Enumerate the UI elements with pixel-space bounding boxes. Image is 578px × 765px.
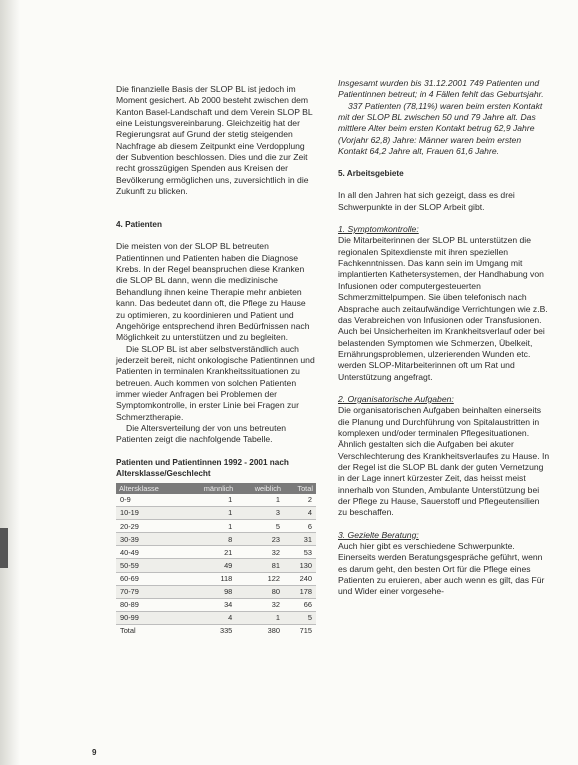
table-row <box>116 494 316 507</box>
cell-total: 6 <box>284 520 316 533</box>
paragraph-consulting: Auch hier gibt es verschiedene Schwerpunkte. Einerseits werden Beratungsgespräche geführt, wenn es darum geht, den besten Ort für die Pflege eines Patienten zu eruieren, aber auch wenn es gilt, das Für und Wider einer vorgesehe- <box>338 541 545 597</box>
cell-total: 2 <box>284 494 316 507</box>
table-header-row <box>116 483 316 494</box>
cell-age-class: 40-49 <box>116 546 184 559</box>
subheading-organisational: 2. Organisatorische Aufgaben: <box>338 393 454 404</box>
cell-age-class: 80-89 <box>116 598 184 611</box>
cell-age-class: 90-99 <box>116 611 184 624</box>
paragraph-patients-1: Die meisten von der SLOP BL betreuten Patientinnen und Patienten haben die Diagnose Krebs. In der Regel beanspruchen diese Kranken die SLOP BL dann, wenn die medizinische Behandlung ihnen keine Therapie mehr anbieten kann. Das bedeutet dann oft, die Pflege zu Hause zu optimieren, zu koordinieren und Patient und Angehörige entsprechend ihren Bedürfnissen nach Möglichkeit zu unterstützen und zu begleiten. <box>116 241 310 343</box>
heading-patients: 4. Patienten <box>116 220 162 230</box>
table-row <box>116 507 316 520</box>
paragraph-symptom-control-2: Auch bei Unsicherheiten im Krankheitsverlauf oder bei belastenden Symptomen wie Schmerzen, Übelkeit, Ernährungsproblemen, ulzerierenden Wunden etc. werden SLOP-Mitarbeiterinnen oft um Rat und Unterstützung angefragt. <box>338 326 545 382</box>
cell-total: 240 <box>284 572 316 585</box>
cell-male: 49 <box>184 559 237 572</box>
scan-edge-mark <box>0 528 8 568</box>
header-male: männlich <box>184 483 237 494</box>
cell-male: 98 <box>184 585 237 598</box>
table-row <box>116 585 316 598</box>
cell-female: 3 <box>236 507 284 520</box>
cell-age-class: Total <box>120 626 136 636</box>
cell-age-class: 0-9 <box>116 494 184 507</box>
scan-gutter-shadow <box>0 0 20 765</box>
age-distribution-table <box>116 483 316 637</box>
cell-age-class: 20-29 <box>116 520 184 533</box>
cell-total: 31 <box>284 533 316 546</box>
cell-total: 715 <box>299 626 312 636</box>
cell-age-class: 30-39 <box>116 533 184 546</box>
cell-age-class: 70-79 <box>116 585 184 598</box>
cell-age-class: 50-59 <box>116 559 184 572</box>
paragraph-symptom-control-1: Die Mitarbeiterinnen der SLOP BL unterstützen die regionalen Spitexdienste mit ihren speziellen Fachkenntnissen. Das kann sein im Umgang mit implantierten Kathetersystemen, der Handhabung von Infusionen oder computergesteuerten Schmerzmittelpumpen. Sie üben telefonisch nach Absprache auch zeitaufwändige Verrichtungen wie z.B. das Verabreichen von Infusionen oder Transfusionen. <box>338 235 548 325</box>
paragraph-organisational: Die organisatorischen Aufgaben beinhalten einerseits die Planung und Durchführung von Spitalaustritten in komplexen und/oder terminalen Pflegesituationen. Ähnlich gestalten sich die Aufgaben bei akuter Verschlechterung des Krankheitsverlaufes zu Hause. In der Regel ist die SLOP BL dank der guten Vernetzung in der Lage innert kürzester Zeit, das heisst meist innerhalb von Stunden, Ambulante Unterstützung bei der Pflege zu Hause, Sauerstoff und Pflegeutensilien zu beschaffen. <box>338 405 550 518</box>
table-row <box>116 572 316 585</box>
table-row <box>116 533 316 546</box>
table-row <box>116 611 316 624</box>
cell-female: 5 <box>236 520 284 533</box>
table-row <box>116 520 316 533</box>
cell-male: 34 <box>184 598 237 611</box>
cell-male: 118 <box>184 572 237 585</box>
paragraph-patients-3: Die Altersverteilung der von uns betreuten Patienten zeigt die nachfolgende Tabelle. <box>116 422 287 445</box>
cell-total: 66 <box>284 598 316 611</box>
table-row <box>116 559 316 572</box>
cell-male: 1 <box>184 507 237 520</box>
cell-male: 335 <box>219 626 233 636</box>
subheading-symptom-control: 1. Symptomkontrolle: <box>338 224 419 235</box>
paragraph-patients-2: Die SLOP BL ist aber selbstverständlich auch jederzeit bereit, nicht onkologische Patientinnen und Patienten in terminalen Krankheitssituationen zu betreuen. Auch kommen von solchen Patienten immer wieder Anfragen bei Problemen der Symptomkontrolle, in erster Linie bei Fragen zur Schmerztherapie. <box>116 343 315 422</box>
cell-age-class: 10-19 <box>116 507 184 520</box>
table-row <box>116 546 316 559</box>
heading-work-areas: 5. Arbeitsgebiete <box>338 169 404 179</box>
cell-male: 4 <box>184 611 237 624</box>
cell-female: 32 <box>236 546 284 559</box>
paragraph-total-patients: Insgesamt wurden bis 31.12.2001 749 Patienten und Patientinnen betreut; in 4 Fällen fehlt das Geburtsjahr. <box>338 78 544 100</box>
cell-male: 21 <box>184 546 237 559</box>
header-female: weiblich <box>236 483 284 494</box>
cell-age-class: 60-69 <box>116 572 184 585</box>
paragraph-age-stats: 337 Patienten (78,11%) waren beim ersten Kontakt mit der SLOP BL zwischen 50 und 79 Jahre alt. Das mittlere Alter beim ersten Kontakt betrug 62,9 Jahre (Vorjahr 62,8) Jahre: Männer waren beim ersten Kontakt 64,2 Jahre alt, Frauen 61,6 Jahre. <box>338 100 543 157</box>
left-column <box>116 84 316 637</box>
cell-male: 1 <box>184 494 237 507</box>
cell-total: 53 <box>284 546 316 559</box>
cell-total: 4 <box>284 507 316 520</box>
paragraph-work-intro: In all den Jahren hat sich gezeigt, dass es drei Schwerpunkte in der SLOP Arbeit gibt. <box>338 190 515 212</box>
cell-total: 130 <box>284 559 316 572</box>
cell-female: 81 <box>236 559 284 572</box>
table-row <box>116 598 316 611</box>
cell-female: 1 <box>236 494 284 507</box>
paragraph-finance: Die finanzielle Basis der SLOP BL ist jedoch im Moment gesichert. Ab 2000 besteht zwischen dem Kanton Basel-Landschaft und dem Verein SLOP BL eine Leistungsvereinbarung. Gleichzeitig hat der Regierungsrat auf Grund der stetig steigenden Nachfrage ab diesem Zeitpunkt eine Verdopplung der Subvention beschlossen. Dies und die zur Zeit recht grosszügigen Spenden aus Kreisen der Bevölkerung ermöglichen uns, zuversichtlich in die Zukunft zu blicken. <box>116 84 313 197</box>
subheading-consulting: 3. Gezielte Beratung: <box>338 529 419 540</box>
header-age-class: Altersklasse <box>116 483 184 494</box>
table-row <box>116 624 316 637</box>
table-body <box>116 494 316 637</box>
cell-total: 178 <box>284 585 316 598</box>
header-total: Total <box>284 483 316 494</box>
cell-male: 8 <box>184 533 237 546</box>
right-column <box>338 78 550 598</box>
page-number: 9 <box>92 748 97 757</box>
cell-female: 122 <box>236 572 284 585</box>
cell-female: 32 <box>236 598 284 611</box>
cell-male: 1 <box>184 520 237 533</box>
cell-female: 80 <box>236 585 284 598</box>
cell-total: 5 <box>284 611 316 624</box>
cell-female: 380 <box>267 626 281 636</box>
cell-female: 23 <box>236 533 284 546</box>
cell-female: 1 <box>236 611 284 624</box>
table-title: Patienten und Patientinnen 1992 - 2001 nach Altersklasse/Geschlecht <box>116 457 289 478</box>
